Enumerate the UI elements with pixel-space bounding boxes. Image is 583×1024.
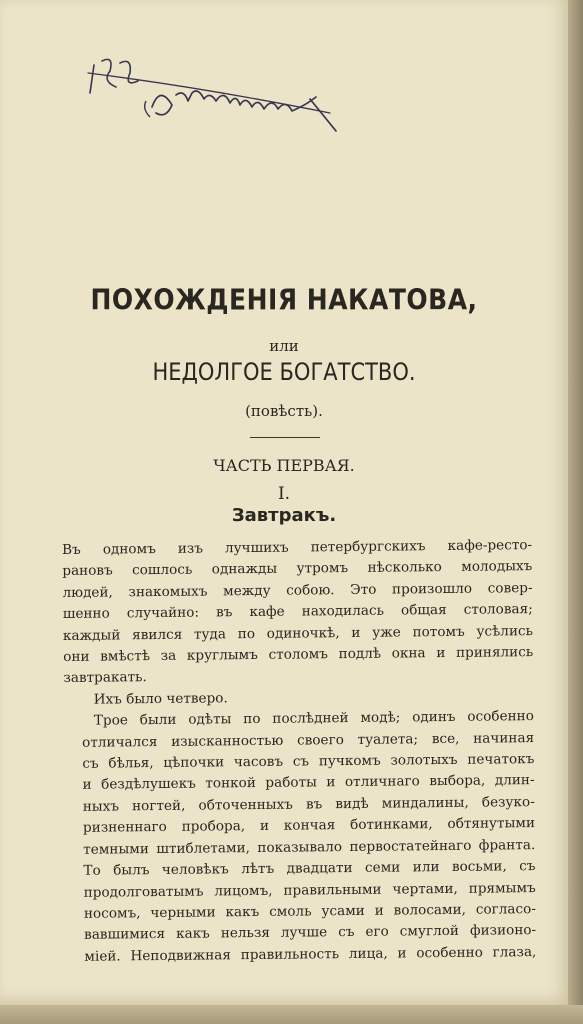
text-line: съ бѣлья, цѣпочки часовъ съ пучкомъ золотыхъ печатокъ [82, 751, 535, 772]
book-subtitle: НЕДОЛГОЕ БОГАТСТВО. [152, 358, 416, 386]
chapter-title: Завтракъ. [231, 505, 337, 526]
text-line: темными штиблетами, показывало первостатейнаго франта. [83, 836, 536, 858]
text-line: рановъ сошлось однажды утромъ нѣсколько молодыхъ [62, 558, 533, 580]
text-line: отличался изысканностью своего туалета; все, начиная [82, 729, 535, 751]
body-text [62, 535, 536, 968]
handwritten-inscription [80, 35, 370, 145]
text-line: Трое были одѣты по послѣдней модѣ; одинъ особенно [93, 708, 534, 729]
text-line: Въ одномъ изъ лучшихъ петербургскихъ кафе-ресто- [62, 537, 533, 558]
text-line: ныхъ ногтей, обточенныхъ въ видѣ миндалины, безуко- [82, 793, 535, 815]
signature-drawing [80, 35, 370, 145]
text-line: ризненнаго пробора, и кончая ботинками, обтянутыми [82, 815, 536, 837]
text-line: продолговатымъ лицомъ, правильными чертами, прямымъ [83, 879, 536, 901]
book-edge [568, 0, 583, 1024]
text-line: носомъ, черными какъ смоль усами и волосами, согласо- [83, 900, 536, 922]
text-line: Ихъ было четверо. [93, 690, 228, 708]
paragraph [62, 535, 534, 690]
paragraph [64, 706, 537, 968]
part-heading: ЧАСТЬ ПЕРВАЯ. [213, 456, 355, 475]
text-line: вавшимися какъ нельзя лучше съ его смуглой физионо- [84, 922, 537, 944]
text-line: То былъ человѣкъ лѣтъ двадцати семи или восьми, съ [83, 858, 536, 879]
chapter-number: I. [277, 484, 291, 504]
text-line: людей, знакомыхъ между собою. Это произошло совер- [62, 579, 533, 601]
text-line: шенно случайно: въ кафе находилась общая столовая; [62, 601, 533, 623]
text-line: міей. Неподвижная правильность лица, и особенно глаза, [84, 943, 537, 965]
text-line: и бездѣлушекъ тонкой работы и отличнаго выбора, длин- [82, 772, 535, 794]
text-line: каждый явился туда по одиночкѣ, и уже потомъ усѣлись [62, 622, 534, 644]
book-bottom-edge [0, 1005, 583, 1024]
text-line: они вмѣстѣ за круглымъ столомъ подлѣ окна и принялись [63, 644, 534, 666]
book-title: ПОХОЖДЕНІЯ НАКАТОВА, [90, 282, 478, 317]
title-divider [250, 437, 320, 438]
text-line: завтракать. [63, 669, 147, 687]
title-conjunction: или [269, 337, 299, 355]
genre-label: (повѣсть). [245, 402, 323, 420]
